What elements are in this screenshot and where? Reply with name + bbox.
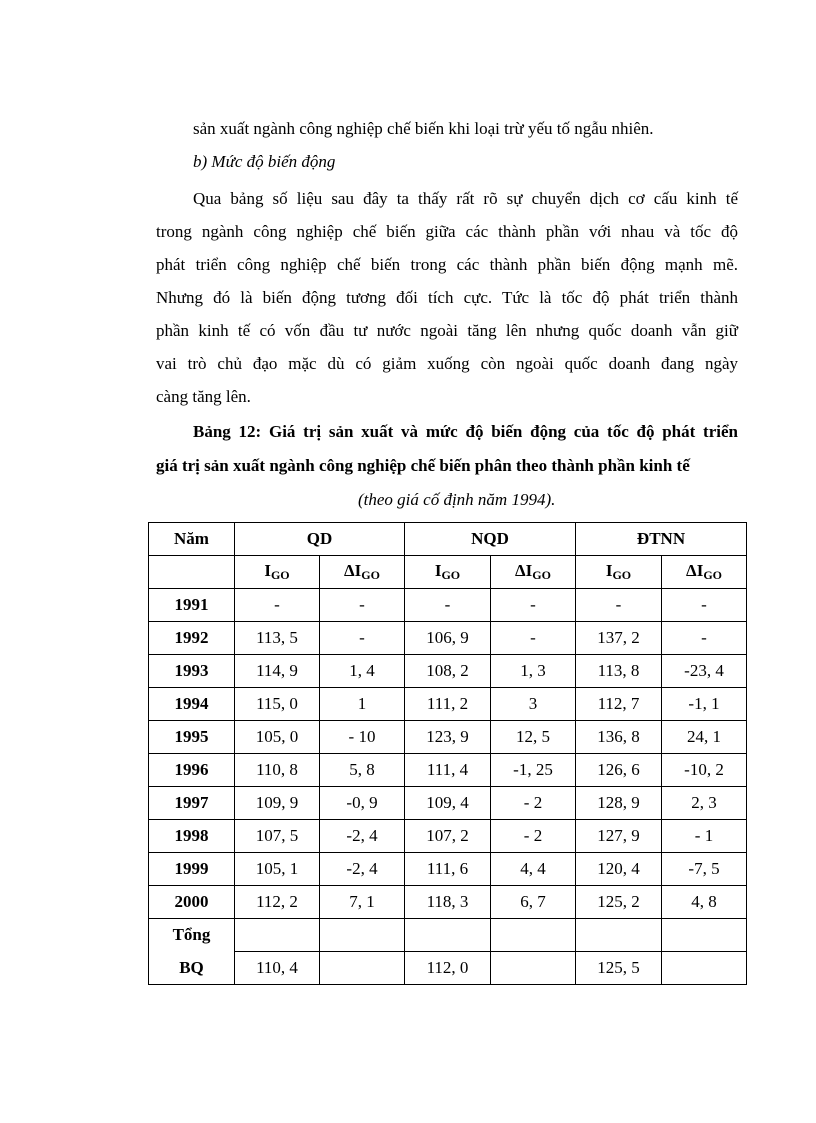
table-cell xyxy=(576,919,662,952)
table-note: (theo giá cố định năm 1994). xyxy=(358,490,556,509)
table-cell: 111, 4 xyxy=(405,754,491,787)
table-cell: 125, 2 xyxy=(576,886,662,919)
table-cell xyxy=(320,919,405,952)
row-year: 1993 xyxy=(149,655,235,688)
table-cell: 109, 9 xyxy=(235,787,320,820)
table-cell: - xyxy=(235,589,320,622)
table-row xyxy=(149,655,747,688)
header-igo-label: I xyxy=(434,561,442,580)
header-igo-label: I xyxy=(264,561,271,580)
table-cell: 108, 2 xyxy=(405,655,491,688)
table-cell: 107, 2 xyxy=(405,820,491,853)
table-cell: 1, 3 xyxy=(491,655,576,688)
table-cell: 2, 3 xyxy=(662,787,747,820)
table-cell: 112, 7 xyxy=(576,688,662,721)
table-cell: - xyxy=(491,622,576,655)
table-cell: -2, 4 xyxy=(320,820,405,853)
header-digo-label: ΔI xyxy=(515,561,533,580)
table-cell: -10, 2 xyxy=(662,754,747,787)
table-caption: Bảng 12: Giá trị sản xuất và mức độ biến động của tốc độ phát triển xyxy=(193,422,738,441)
row-year: 1995 xyxy=(149,721,235,754)
header-year: Năm xyxy=(149,523,235,556)
table-cell xyxy=(662,952,747,985)
header-subscript: GO xyxy=(703,568,722,582)
table-cell xyxy=(491,919,576,952)
table-row xyxy=(149,952,747,985)
table-row xyxy=(149,919,747,952)
data-table xyxy=(148,522,747,985)
table-row xyxy=(149,589,747,622)
table-cell: 4, 4 xyxy=(491,853,576,886)
table-cell: - 1 xyxy=(662,820,747,853)
table-cell: -0, 9 xyxy=(320,787,405,820)
header-digo-label: ΔI xyxy=(344,561,362,580)
table-cell: 1, 4 xyxy=(320,655,405,688)
table-cell: 112, 2 xyxy=(235,886,320,919)
table-cell: 120, 4 xyxy=(576,853,662,886)
table-cell: 126, 6 xyxy=(576,754,662,787)
row-year: 1999 xyxy=(149,853,235,886)
table-cell: 6, 7 xyxy=(491,886,576,919)
header-group-nqd: NQD xyxy=(405,523,576,556)
table-row xyxy=(149,688,747,721)
header-subscript: GO xyxy=(532,568,551,582)
table-cell: 125, 5 xyxy=(576,952,662,985)
header-igo xyxy=(235,556,320,589)
header-igo xyxy=(576,556,662,589)
table-cell: - xyxy=(662,589,747,622)
table-cell: 128, 9 xyxy=(576,787,662,820)
header-igo xyxy=(405,556,491,589)
header-group-dtnn: ĐTNN xyxy=(576,523,747,556)
header-digo-label: ΔI xyxy=(686,561,704,580)
table-cell: -23, 4 xyxy=(662,655,747,688)
row-year: 1996 xyxy=(149,754,235,787)
paragraph-line: càng tăng lên. xyxy=(156,387,251,406)
table-cell: - 2 xyxy=(491,787,576,820)
table-row xyxy=(149,622,747,655)
header-subscript: GO xyxy=(441,568,461,582)
table-cell: - xyxy=(320,589,405,622)
table-cell: 109, 4 xyxy=(405,787,491,820)
paragraph-line: trong ngành công nghiệp chế biến giữa các thành phần với nhau và tốc độ xyxy=(156,222,738,241)
table-cell: - 10 xyxy=(320,721,405,754)
table-cell: 111, 6 xyxy=(405,853,491,886)
table-cell xyxy=(491,952,576,985)
table-cell xyxy=(320,952,405,985)
row-year: 1997 xyxy=(149,787,235,820)
table-subheader-row xyxy=(149,556,747,589)
table-row xyxy=(149,787,747,820)
row-year: 1994 xyxy=(149,688,235,721)
header-subscript: GO xyxy=(270,568,290,582)
paragraph-line: phần kinh tế có vốn đầu tư nước ngoài tăng lên nhưng quốc doanh vẫn giữ xyxy=(156,321,738,340)
paragraph-line: Nhưng đó là biến động tương đối tích cực. Tức là tốc độ phát triển thành xyxy=(156,288,738,307)
table-cell: -7, 5 xyxy=(662,853,747,886)
table-cell: 112, 0 xyxy=(405,952,491,985)
table-cell: 1 xyxy=(320,688,405,721)
section-heading: b) Mức độ biến động xyxy=(193,152,336,171)
table-header-row xyxy=(149,523,747,556)
table-cell: 113, 5 xyxy=(235,622,320,655)
table-cell: 113, 8 xyxy=(576,655,662,688)
table-cell: - xyxy=(576,589,662,622)
table-row xyxy=(149,721,747,754)
table-cell: 5, 8 xyxy=(320,754,405,787)
table-cell: - 2 xyxy=(491,820,576,853)
header-delta-igo xyxy=(320,556,405,589)
table-cell: 110, 8 xyxy=(235,754,320,787)
table-row xyxy=(149,820,747,853)
row-year: Tổng xyxy=(149,919,235,952)
table-cell: -2, 4 xyxy=(320,853,405,886)
table-cell: - xyxy=(320,622,405,655)
table-cell: 105, 1 xyxy=(235,853,320,886)
table-cell xyxy=(235,919,320,952)
table-cell: 107, 5 xyxy=(235,820,320,853)
table-cell: -1, 1 xyxy=(662,688,747,721)
table-cell: 114, 9 xyxy=(235,655,320,688)
header-delta-igo xyxy=(491,556,576,589)
header-subscript: GO xyxy=(361,568,380,582)
row-year: 2000 xyxy=(149,886,235,919)
table-cell: - xyxy=(662,622,747,655)
table-cell: 136, 8 xyxy=(576,721,662,754)
table-caption: giá trị sản xuất ngành công nghiệp chế biến phân theo thành phần kinh tế xyxy=(156,456,690,475)
paragraph-line: sản xuất ngành công nghiệp chế biến khi loại trừ yếu tố ngẫu nhiên. xyxy=(193,119,654,138)
table-cell: - xyxy=(491,589,576,622)
header-group-qd: QD xyxy=(235,523,405,556)
table-cell: - xyxy=(405,589,491,622)
table-cell xyxy=(662,919,747,952)
paragraph-line: vai trò chủ đạo mặc dù có giảm xuống còn ngoài quốc doanh đang ngày xyxy=(156,354,738,373)
header-igo-label: I xyxy=(605,561,613,580)
row-year: 1998 xyxy=(149,820,235,853)
row-year: BQ xyxy=(149,952,235,985)
table-cell: 127, 9 xyxy=(576,820,662,853)
table-row xyxy=(149,886,747,919)
table-cell: 137, 2 xyxy=(576,622,662,655)
header-empty xyxy=(149,556,235,589)
table-cell: 105, 0 xyxy=(235,721,320,754)
header-delta-igo xyxy=(662,556,747,589)
table-cell: 3 xyxy=(491,688,576,721)
table-cell: -1, 25 xyxy=(491,754,576,787)
table-cell: 111, 2 xyxy=(405,688,491,721)
table-cell: 118, 3 xyxy=(405,886,491,919)
table-row xyxy=(149,754,747,787)
table-cell: 106, 9 xyxy=(405,622,491,655)
table-cell: 123, 9 xyxy=(405,721,491,754)
header-subscript: GO xyxy=(612,568,632,582)
table-cell: 110, 4 xyxy=(235,952,320,985)
table-cell: 4, 8 xyxy=(662,886,747,919)
table-cell: 24, 1 xyxy=(662,721,747,754)
paragraph-line: Qua bảng số liệu sau đây ta thấy rất rõ sự chuyển dịch cơ cấu kinh tế xyxy=(193,189,738,208)
row-year: 1992 xyxy=(149,622,235,655)
table-row xyxy=(149,853,747,886)
row-year: 1991 xyxy=(149,589,235,622)
table-cell xyxy=(405,919,491,952)
table-cell: 12, 5 xyxy=(491,721,576,754)
table-cell: 115, 0 xyxy=(235,688,320,721)
paragraph-line: phát triển công nghiệp chế biến trong các thành phần biến động mạnh mẽ. xyxy=(156,255,738,274)
table-cell: 7, 1 xyxy=(320,886,405,919)
